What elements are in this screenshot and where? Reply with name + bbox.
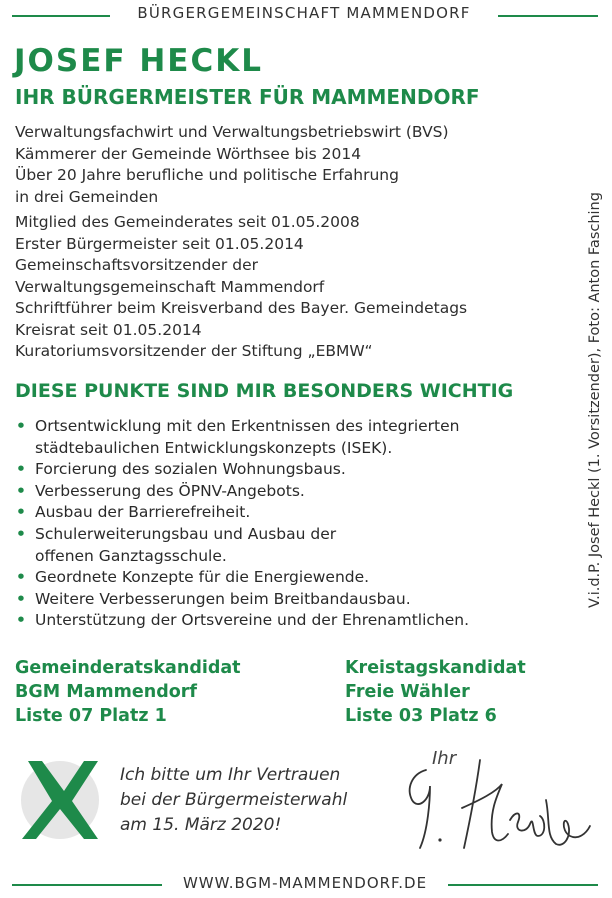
list-item-text: Weitere Verbesserungen beim Breitbandausbau.	[35, 589, 411, 608]
bullet-icon: •	[16, 503, 26, 522]
candidacy-party: BGM Mammendorf	[15, 682, 198, 702]
candidacy-party: Freie Wähler	[345, 682, 470, 702]
list-item	[15, 481, 555, 503]
career-block	[15, 122, 449, 208]
footer	[0, 874, 612, 896]
candidacy-municipal	[15, 656, 241, 728]
website-url: WWW.BGM-MAMMENDORF.DE	[182, 874, 428, 892]
header-rule-left	[12, 15, 110, 17]
career-line: Über 20 Jahre berufliche und politische Erfahrung	[15, 166, 399, 184]
list-item-text: Geordnete Konzepte für die Energiewende.	[35, 568, 370, 587]
career-line: Verwaltungsfachwirt und Verwaltungsbetriebswirt (BVS)	[15, 123, 449, 141]
list-item-text: Verbesserung des ÖPNV-Angebots.	[35, 481, 305, 500]
list-item	[15, 416, 555, 459]
list-item-text: Ausbau der Barrierefreiheit.	[35, 503, 251, 522]
list-item-text: Forcierung des sozialen Wohnungsbaus.	[35, 460, 346, 479]
ballot-cross-icon	[18, 757, 102, 841]
bullet-icon: •	[16, 481, 26, 500]
list-item	[15, 589, 555, 611]
appeal-line: Ich bitte um Ihr Vertrauen	[120, 765, 341, 785]
header	[0, 4, 612, 26]
candidate-name: JOSEF HECKL	[14, 43, 264, 79]
priorities-title: DIESE PUNKTE SIND MIR BESONDERS WICHTIG	[15, 380, 514, 402]
list-item	[15, 524, 555, 567]
footer-rule-right	[448, 884, 598, 886]
list-item-text: Schulerweiterungsbau und Ausbau der	[35, 524, 337, 543]
list-item	[15, 610, 555, 632]
appeal-text	[120, 763, 347, 838]
office-line: Erster Bürgermeister seit 01.05.2014	[15, 234, 304, 253]
header-rule-right	[498, 15, 598, 17]
bullet-icon: •	[16, 417, 26, 435]
office-line: Kreisrat seit 01.05.2014	[15, 320, 202, 339]
bullet-icon: •	[16, 611, 26, 630]
bullet-icon: •	[16, 568, 26, 587]
list-item-text: Ortsentwicklung mit den Erkentnissen des integrierten	[35, 417, 460, 435]
offices-block	[15, 212, 467, 363]
office-line: Verwaltungsgemeinschaft Mammendorf	[15, 277, 325, 296]
candidacy-role: Gemeinderatskandidat	[15, 658, 241, 678]
appeal-line: am 15. März 2020!	[120, 815, 282, 835]
list-item-text: städtebaulichen Entwicklungskonzepts (ISEK).	[35, 438, 393, 457]
photo-credit-text: V.i.d.P. Josef Heckl (1. Vorsitzender), Foto: Anton Fasching	[587, 192, 603, 608]
career-line: Kämmerer der Gemeinde Wörthsee bis 2014	[15, 144, 362, 163]
career-line: in drei Gemeinden	[15, 187, 159, 206]
office-line: Kuratoriumsvorsitzender der Stiftung „EBMW“	[15, 342, 373, 360]
list-item	[15, 502, 555, 524]
signature-greeting: Ihr	[432, 748, 457, 769]
list-item-text: Unterstützung der Ortsvereine und der Ehrenamtlichen.	[35, 611, 470, 630]
list-item	[15, 459, 555, 481]
candidacy-list-position: Liste 03 Platz 6	[345, 706, 497, 726]
candidacy-list-position: Liste 07 Platz 1	[15, 706, 167, 726]
priorities-list	[15, 416, 555, 632]
office-line: Mitglied des Gemeinderates seit 01.05.2008	[15, 213, 360, 231]
list-item-text: offenen Ganztagsschule.	[35, 546, 227, 565]
candidacy-role: Kreistagskandidat	[345, 658, 526, 678]
office-line: Gemeinschaftsvorsitzender der	[15, 256, 258, 274]
footer-rule-left	[12, 884, 162, 886]
candidacy-district	[345, 656, 526, 728]
candidate-subtitle: IHR BÜRGERMEISTER FÜR MAMMENDORF	[15, 85, 480, 109]
appeal-line: bei der Bürgermeisterwahl	[120, 790, 348, 810]
organization-name: BÜRGERGEMEINSCHAFT MAMMENDORF	[137, 4, 471, 22]
signature-icon	[400, 740, 600, 860]
bullet-icon: •	[16, 460, 26, 479]
bullet-icon: •	[16, 524, 26, 543]
office-line: Schriftführer beim Kreisverband des Bayer. Gemeindetags	[15, 299, 468, 317]
list-item	[15, 567, 555, 589]
bullet-icon: •	[16, 589, 26, 608]
